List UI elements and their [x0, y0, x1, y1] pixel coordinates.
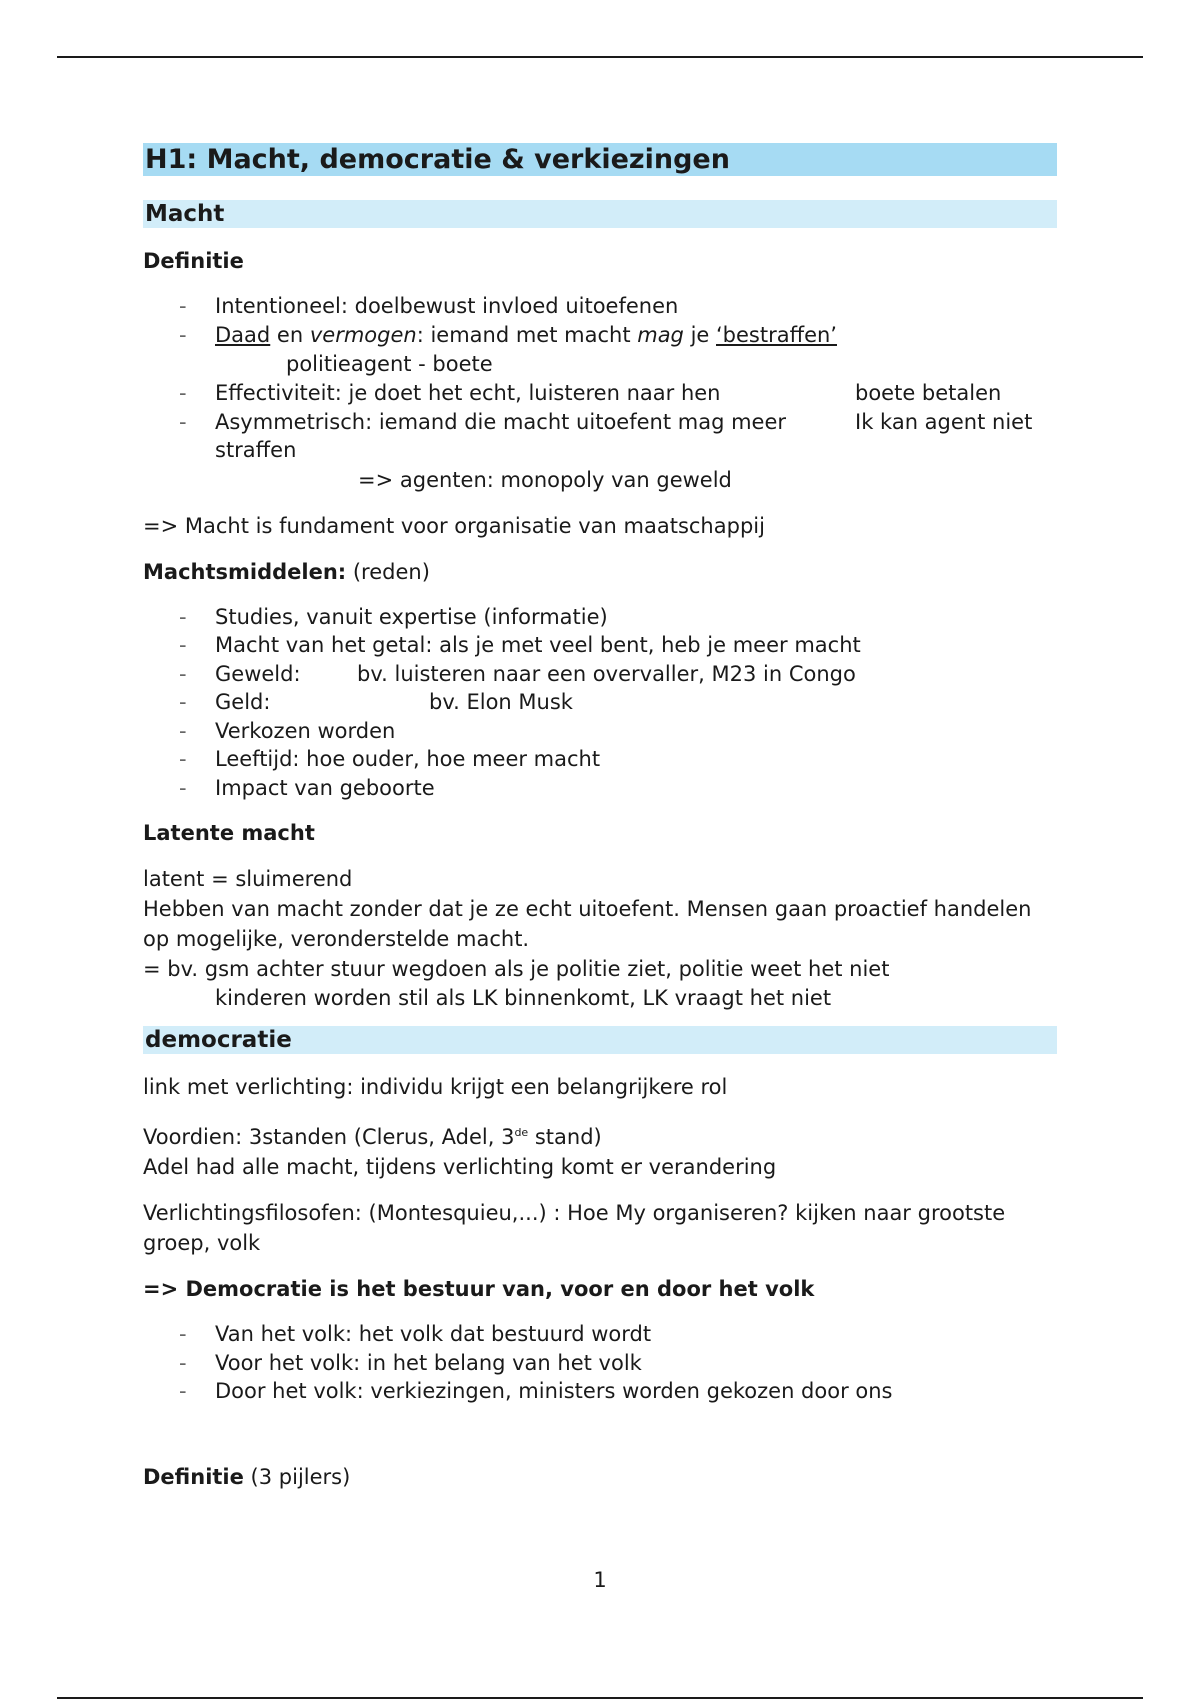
list-item	[143, 321, 1057, 350]
list-item-text: Door het volk: verkiezingen, ministers worden gekozen door ons	[215, 1379, 893, 1403]
list-item	[143, 660, 1057, 689]
definitie-label: Definitie	[143, 1464, 244, 1489]
italic-word: mag	[637, 322, 684, 347]
machtsmiddelen-label: Machtsmiddelen:	[143, 559, 347, 584]
list-item-label: Geld:	[215, 690, 271, 714]
list-item-text: Leeftijd: hoe ouder, hoe meer macht	[215, 747, 601, 771]
list-item-text: Van het volk: het volk dat bestuurd wordt	[215, 1322, 652, 1346]
definitie-list	[143, 292, 1057, 349]
list-item	[143, 603, 1057, 632]
latent-line: latent = sluimerend	[143, 867, 353, 891]
text-fragment: Adel had alle macht, tijdens verlichting komt er verandering	[143, 1155, 777, 1179]
list-item-label: Geweld:	[215, 661, 301, 686]
document-page	[143, 143, 1057, 1508]
machtsmiddelen-list	[143, 603, 1057, 803]
page-number: 1	[593, 1568, 607, 1592]
bottom-rule	[57, 1697, 1143, 1699]
text-fragment: en	[270, 322, 310, 347]
section-heading-macht: Macht	[143, 200, 1057, 228]
list-item	[143, 774, 1057, 803]
list-item-text: Macht van het getal: als je met veel bent, heb je meer macht	[215, 633, 861, 657]
latent-example: = bv. gsm achter stuur wegdoen als je politie ziet, politie weet het niet	[143, 957, 890, 981]
example-line: => agenten: monopoly van geweld	[358, 467, 732, 492]
underlined-word: Daad	[215, 322, 271, 347]
subheading-machtsmiddelen	[143, 557, 1057, 587]
section-heading-democratie: democratie	[143, 1026, 1057, 1054]
list-item-text: bv. luisteren naar een overvaller, M23 in Congo	[357, 661, 856, 686]
list-item-text: Voor het volk: in het belang van het volk	[215, 1350, 642, 1375]
definitie-note: (3 pijlers)	[243, 1464, 351, 1489]
list-item-text: Verkozen worden	[215, 718, 396, 743]
list-item-text: Impact van geboorte	[215, 775, 435, 800]
latent-line: Hebben van macht zonder dat je ze echt uitoefent. Mensen gaan proactief handelen op mogelijke, veronderstelde macht.	[143, 897, 1032, 951]
paragraph: link met verlichting: individu krijgt een belangrijkere rol	[143, 1075, 728, 1099]
side-note: Ik kan agent niet	[855, 409, 1033, 434]
paragraph: Verlichtingsfilosofen: (Montesquieu,...) : Hoe My organiseren? kijken naar grootste groep, volk	[143, 1201, 1006, 1255]
list-item	[143, 408, 1057, 465]
superscript: de	[514, 1126, 529, 1139]
list-item	[143, 688, 1057, 717]
list-item	[143, 631, 1057, 660]
side-note: boete betalen	[855, 381, 1002, 405]
list-item-text: bv. Elon Musk	[429, 690, 573, 714]
underlined-word: ‘bestraffen’	[716, 322, 837, 347]
text-fragment: Voordien: 3standen (Clerus, Adel, 3	[143, 1125, 515, 1149]
top-rule	[57, 56, 1143, 58]
list-item-text: - Effectiviteit: je doet het echt, luisteren naar hen	[215, 381, 721, 405]
text-fragment: je	[683, 322, 716, 347]
definitie-list-continued	[143, 379, 1057, 465]
subheading-definitie-pijlers	[143, 1462, 1057, 1492]
list-item	[143, 1349, 1057, 1378]
italic-word: vermogen	[309, 322, 417, 347]
list-item	[143, 745, 1057, 774]
list-item	[143, 292, 1057, 321]
list-item-text: Intentioneel: doelbewust invloed uitoefenen	[215, 294, 679, 318]
subheading-latente-macht: Latente macht	[143, 821, 315, 845]
democratie-definition: => Democratie is het bestuur van, voor en door het volk	[143, 1277, 815, 1301]
chapter-title: H1: Macht, democratie & verkiezingen	[143, 143, 1057, 176]
list-item	[143, 379, 1057, 408]
text-fragment: stand)	[528, 1125, 602, 1149]
conclusion-line: => Macht is fundament voor organisatie van maatschappij	[143, 513, 765, 538]
subheading-definitie: Definitie	[143, 249, 244, 273]
machtsmiddelen-note: (reden)	[346, 559, 430, 584]
list-item	[143, 717, 1057, 746]
latent-example: kinderen worden stil als LK binnenkomt, LK vraagt het niet	[215, 986, 832, 1010]
list-item-text: - Asymmetrisch: iemand die macht uitoefent mag meer straffen	[215, 409, 786, 462]
list-item	[143, 1320, 1057, 1349]
democratie-list	[143, 1320, 1057, 1406]
example-line: politieagent - boete	[286, 352, 493, 376]
paragraph	[143, 1118, 1057, 1182]
list-item-text: Studies, vanuit expertise (informatie)	[215, 604, 608, 629]
list-item	[143, 1377, 1057, 1406]
text-fragment: : iemand met macht	[416, 322, 638, 347]
